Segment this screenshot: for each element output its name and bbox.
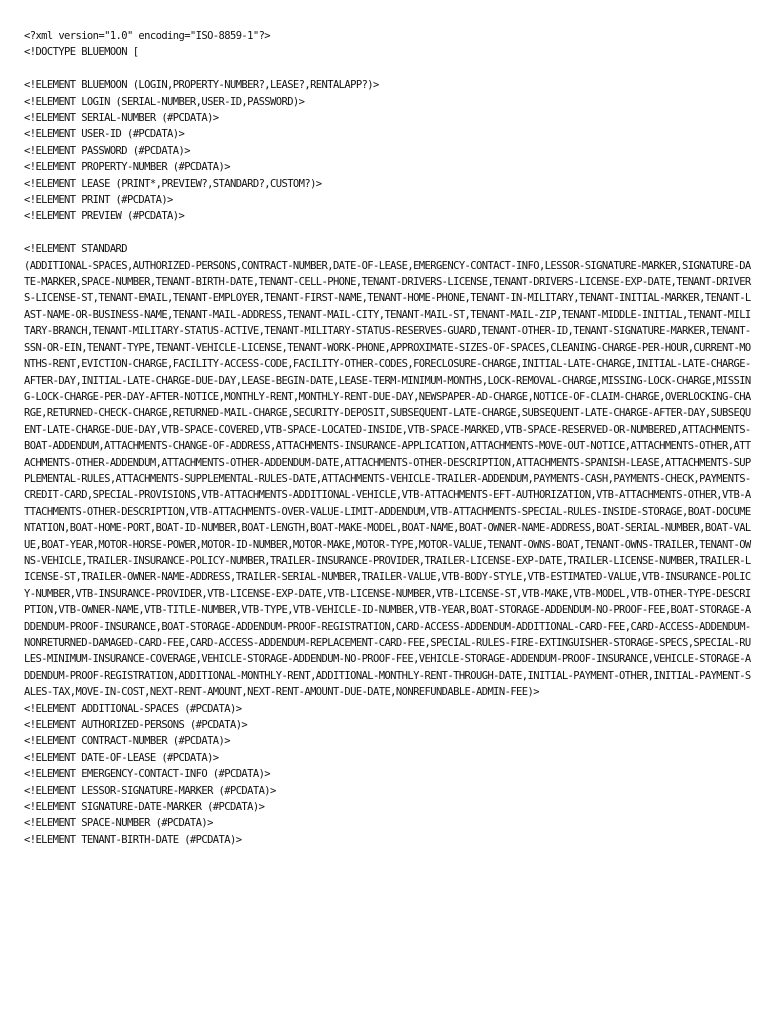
element-declaration: <!ELEMENT BLUEMOON (LOGIN,PROPERTY-NUMBER?,LEASE?,RENTALAPP?)> — [24, 79, 379, 92]
element-declaration: <!ELEMENT SIGNATURE-DATE-MARKER (#PCDATA)> — [24, 801, 265, 814]
element-declaration: <!ELEMENT CONTRACT-NUMBER (#PCDATA)> — [24, 735, 230, 748]
element-declaration: <!ELEMENT SPACE-NUMBER (#PCDATA)> — [24, 817, 213, 830]
element-declaration: <!ELEMENT TENANT-BIRTH-DATE (#PCDATA)> — [24, 833, 242, 846]
dtd-document — [24, 28, 754, 848]
element-declaration: <!ELEMENT PRINT (#PCDATA)> — [24, 194, 173, 207]
blank-line — [24, 225, 754, 241]
element-declaration: <!ELEMENT USER-ID (#PCDATA)> — [24, 128, 185, 141]
element-declaration: <!ELEMENT PASSWORD (#PCDATA)> — [24, 144, 190, 157]
element-declaration: <!ELEMENT LOGIN (SERIAL-NUMBER,USER-ID,PASSWORD)> — [24, 95, 305, 108]
element-declaration: <!ELEMENT DATE-OF-LEASE (#PCDATA)> — [24, 751, 219, 764]
element-declaration: <!ELEMENT ADDITIONAL-SPACES (#PCDATA)> — [24, 702, 242, 715]
element-declaration: <!ELEMENT LESSOR-SIGNATURE-MARKER (#PCDATA)> — [24, 784, 276, 797]
element-declaration: <!ELEMENT PROPERTY-NUMBER (#PCDATA)> — [24, 161, 230, 174]
element-declaration: <!ELEMENT EMERGENCY-CONTACT-INFO (#PCDATA)> — [24, 768, 271, 781]
standard-element-head: <!ELEMENT STANDARD — [24, 243, 127, 256]
element-declaration: <!ELEMENT AUTHORIZED-PERSONS (#PCDATA)> — [24, 719, 248, 732]
doctype-declaration: <!DOCTYPE BLUEMOON [ — [24, 46, 139, 59]
element-declaration: <!ELEMENT PREVIEW (#PCDATA)> — [24, 210, 185, 223]
element-declaration: <!ELEMENT LEASE (PRINT*,PREVIEW?,STANDARD?,CUSTOM?)> — [24, 177, 322, 190]
element-declaration: <!ELEMENT SERIAL-NUMBER (#PCDATA)> — [24, 112, 219, 125]
blank-line — [24, 61, 754, 77]
xml-declaration: <?xml version="1.0" encoding="ISO-8859-1"?> — [24, 30, 271, 42]
standard-element-content-model: (ADDITIONAL-SPACES,AUTHORIZED-PERSONS,CONTRACT-NUMBER,DATE-OF-LEASE,EMERGENCY-CONTACT-INFO,LESSOR-SIGNATURE-MARKER,SIGNATURE-DATE-MARKER,SPACE-NUMBER,TENANT-BIRTH-DATE,TENANT-CELL-PHONE,TENANT-DRIVERS-LICENSE,TENANT-DRIVERS-LICENSE-EXP-DATE,TENANT-DRIVERS-LICENSE-ST,TENANT-EMAIL,TENANT-EMPLOYER,TENANT-FIRST-NAME,TENANT-HOME-PHONE,TENANT-IN-MILITARY,TENANT-INITIAL-MARKER,TENANT-LAST-NAME-OR-BUSINESS-NAME,TENANT-MAIL-ADDRESS,TENANT-MAIL-CITY,TENANT-MAIL-ST,TENANT-MAIL-ZIP,TENANT-MIDDLE-INITIAL,TENANT-MILITARY-BRANCH,TENANT-MILITARY-STATUS-ACTIVE,TENANT-MILITARY-STATUS-RESERVES-GUARD,TENANT-OTHER-ID,TENANT-SIGNATURE-MARKER,TENANT-SSN-OR-EIN,TENANT-TYPE,TENANT-VEHICLE-LICENSE,TENANT-WORK-PHONE,APPROXIMATE-SIZES-OF-SPACES,CLEANING-CHARGE-PER-HOUR,CURRENT-MONTHS-RENT,EVICTION-CHARGE,FACILITY-ACCESS-CODE,FACILITY-OTHER-CODES,FORECLOSURE-CHARGE,INITIAL-LATE-CHARGE,INITIAL-LATE-CHARGE-AFTER-DAY,INITIAL-LATE-CHARGE-DUE-DAY,LEASE-BEGIN-DATE,LEASE-TERM-MINIMUM-MONTHS,LOCK-REMOVAL-CHARGE,MISSING-LOCK-CHARGE,MISSING-LOCK-CHARGE-PER-DAY-AFTER-NOTICE,MONTHLY-RENT,MONTHLY-RENT-DUE-DAY,NEWSPAPER-AD-CHARGE,NOTICE-OF-CLAIM-CHARGE,OVERLOCKING-CHARGE,RETURNED-CHECK-CHARGE,RETURNED-MAIL-CHARGE,SECURITY-DEPOSIT,SUBSEQUENT-LATE-CHARGE,SUBSEQUENT-LATE-CHARGE-AFTER-DAY,SUBSEQUENT-LATE-CHARGE-DUE-DAY,VTB-SPACE-COVERED,VTB-SPACE-LOCATED-INSIDE,VTB-SPACE-MARKED,VTB-SPACE-RESERVED-OR-NUMBERED,ATTACHMENTS-BOAT-ADDENDUM,ATTACHMENTS-CHANGE-OF-ADDRESS,ATTACHMENTS-INSURANCE-APPLICATION,ATTACHMENTS-MOVE-OUT-NOTICE,ATTACHMENTS-OTHER,ATTACHMENTS-OTHER-ADDENDUM,ATTACHMENTS-OTHER-ADDENDUM-DATE,ATTACHMENTS-OTHER-DESCRIPTION,ATTACHMENTS-SPANISH-LEASE,ATTACHMENTS-SUPPLEMENTAL-RULES,ATTACHMENTS-SUPPLEMENTAL-RULES-DATE,ATTACHMENTS-VEHICLE-TRAILER-ADDENDUM,PAYMENTS-CASH,PAYMENTS-CHECK,PAYMENTS-CREDIT-CARD,SPECIAL-PROVISIONS,VTB-ATTACHMENTS-ADDITIONAL-VEHICLE,VTB-ATTACHMENTS-EFT-AUTHORIZATION,VTB-ATTACHMENTS-OTHER,VTB-ATTACHMENTS-OTHER-DESCRIPTION,VTB-ATTACHMENTS-OVER-VALUE-LIMIT-ADDENDUM,VTB-ATTACHMENTS-SPECIAL-RULES-INSIDE-STORAGE,BOAT-DOCUMENTATION,BOAT-HOME-PORT,BOAT-ID-NUMBER,BOAT-LENGTH,BOAT-MAKE-MODEL,BOAT-NAME,BOAT-OWNER-NAME-ADDRESS,BOAT-SERIAL-NUMBER,BOAT-VALUE,BOAT-YEAR,MOTOR-HORSE-POWER,MOTOR-ID-NUMBER,MOTOR-MAKE,MOTOR-TYPE,MOTOR-VALUE,TENANT-OWNS-BOAT,TENANT-OWNS-TRAILER,TENANT-OWNS-VEHICLE,TRAILER-INSURANCE-POLICY-NUMBER,TRAILER-INSURANCE-PROVIDER,TRAILER-LICENSE-EXP-DATE,TRAILER-LICENSE-NUMBER,TRAILER-LICENSE-ST,TRAILER-OWNER-NAME-ADDRESS,TRAILER-SERIAL-NUMBER,TRAILER-VALUE,VTB-BODY-STYLE,VTB-ESTIMATED-VALUE,VTB-INSURANCE-POLICY-NUMBER,VTB-INSURANCE-PROVIDER,VTB-LICENSE-EXP-DATE,VTB-LICENSE-NUMBER,VTB-LICENSE-ST,VTB-MAKE,VTB-MODEL,VTB-OTHER-TYPE-DESCRIPTION,VTB-OWNER-NAME,VTB-TITLE-NUMBER,VTB-TYPE,VTB-VEHICLE-ID-NUMBER,VTB-YEAR,BOAT-STORAGE-ADDENDUM-NO-PROOF-FEE,BOAT-STORAGE-ADDENDUM-PROOF-INSURANCE,BOAT-STORAGE-ADDENDUM-PROOF-REGISTRATION,CARD-ACCESS-ADDENDUM-ADDITIONAL-CARD-FEE,CARD-ACCESS-ADDENDUM-NONRETURNED-DAMAGED-CARD-FEE,CARD-ACCESS-ADDENDUM-REPLACEMENT-CARD-FEE,SPECIAL-RULES-FIRE-EXTINGUISHER-STORAGE-SPECS,SPECIAL-RULES-MINIMUM-INSURANCE-COVERAGE,VEHICLE-STORAGE-ADDENDUM-NO-PROOF-FEE,VEHICLE-STORAGE-ADDENDUM-PROOF-INSURANCE,VEHICLE-STORAGE-ADDENDUM-PROOF-REGISTRATION,ADDITIONAL-MONTHLY-RENT,ADDITIONAL-MONTHLY-RENT-THROUGH-DATE,INITIAL-PAYMENT-OTHER,INITIAL-PAYMENT-SALES-TAX,MOVE-IN-COST,NEXT-RENT-AMOUNT,NEXT-RENT-AMOUNT-DUE-DATE,NONREFUNDABLE-ADMIN-FEE)> — [24, 259, 751, 699]
